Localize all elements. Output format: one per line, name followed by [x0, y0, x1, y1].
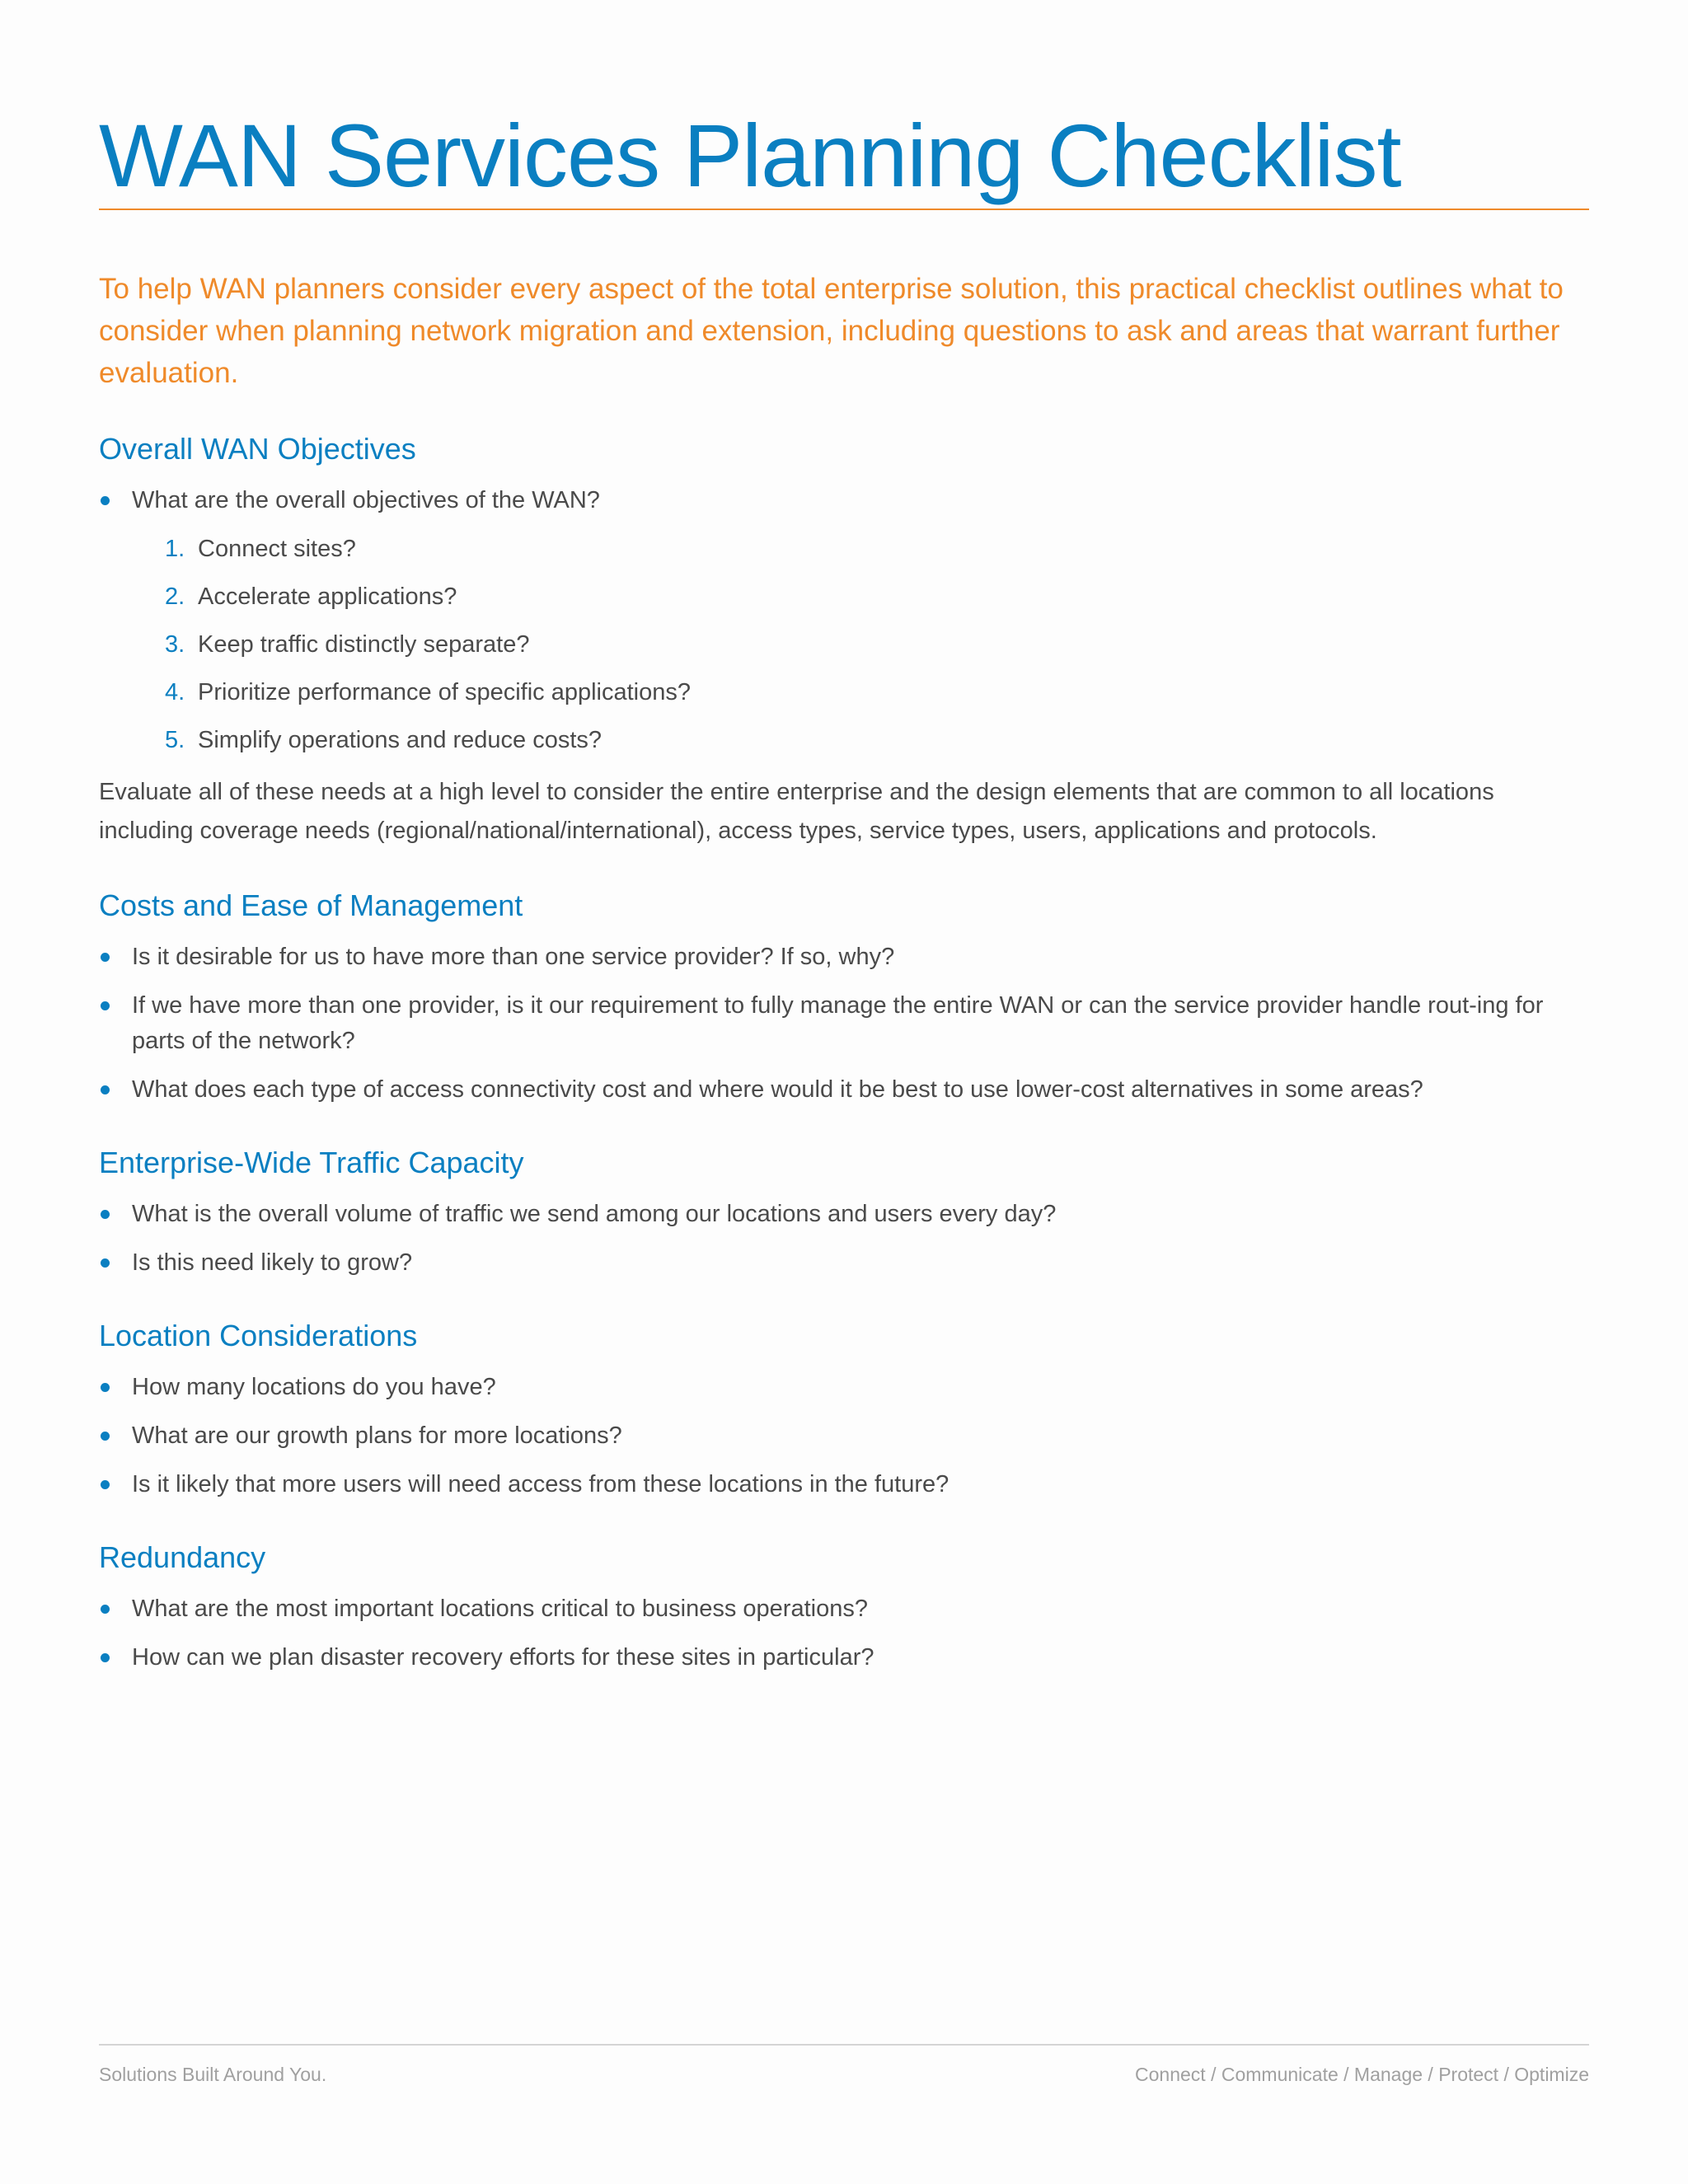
item-number: 1.: [165, 536, 185, 562]
checklist-content: [99, 429, 1589, 1710]
bullet-icon: [101, 1480, 110, 1489]
section-heading: Location Considerations: [99, 1319, 418, 1352]
bullet-list: [99, 940, 1589, 1108]
section-traffic-capacity: [99, 1142, 1589, 1281]
bullet-icon: [101, 1001, 110, 1010]
numbered-list: [165, 532, 1589, 758]
bullet-text: What does each type of access connectivity cost and where would it be best to use lower-cost alternatives in some areas?: [132, 1076, 1423, 1103]
bullet-text: If we have more than one provider, is it our requirement to fully manage the entire WAN or can the service provider handle rout-ing for parts of the network?: [132, 992, 1544, 1054]
bullet-text: How can we plan disaster recovery efforts for these sites in particular?: [132, 1644, 874, 1671]
numbered-item: [165, 675, 1589, 710]
bullet-text: What is the overall volume of traffic we send among our locations and users every day?: [132, 1201, 1057, 1227]
numbered-item: [165, 579, 1589, 615]
bullet-icon: [101, 496, 110, 505]
numbered-item: [165, 532, 1589, 567]
bullet-icon: [101, 953, 110, 962]
bullet-list: [99, 483, 1589, 518]
page-title: WAN Services Planning Checklist: [99, 105, 1401, 205]
numbered-text: Prioritize performance of specific applications?: [198, 679, 691, 705]
bullet-item: [99, 1197, 1589, 1232]
numbered-text: Accelerate applications?: [198, 583, 457, 610]
bullet-item: [99, 1072, 1589, 1108]
intro-paragraph: To help WAN planners consider every aspect of the total enterprise solution, this practical checklist outlines what to consider when planning network migration and extension, including questions to ask and areas that warrant further evaluation.: [99, 273, 1564, 389]
numbered-text: Keep traffic distinctly separate?: [198, 631, 530, 658]
numbered-text: Simplify operations and reduce costs?: [198, 727, 603, 753]
bullet-icon: [101, 1653, 110, 1662]
bullet-item: [99, 988, 1589, 1059]
bullet-item: [99, 483, 1589, 518]
bullet-icon: [101, 1383, 110, 1392]
bullet-text: How many locations do you have?: [132, 1374, 496, 1400]
bullet-item: [99, 1245, 1589, 1281]
bullet-item: [99, 1640, 1589, 1675]
section-overall-wan-objectives: [99, 429, 1589, 851]
document-page: [99, 0, 1589, 2184]
bullet-list: [99, 1591, 1589, 1675]
bullet-text: Is it likely that more users will need access from these locations in the future?: [132, 1471, 950, 1497]
bullet-icon: [101, 1605, 110, 1614]
item-number: 4.: [165, 679, 185, 705]
numbered-item: [165, 723, 1589, 758]
section-heading: Costs and Ease of Management: [99, 888, 523, 922]
footer-divider: [99, 2044, 1589, 2046]
bullet-list: [99, 1197, 1589, 1281]
bullet-item: [99, 1467, 1589, 1502]
bullet-icon: [101, 1085, 110, 1094]
numbered-text: Connect sites?: [198, 536, 356, 562]
title-divider: [99, 209, 1589, 210]
section-paragraph: Evaluate all of these needs at a high level to consider the entire enterprise and the design elements that are common to all locations including coverage needs (regional/national/international), access types, service types, users, applications and protocols.: [99, 779, 1494, 844]
bullet-text: What are our growth plans for more locations?: [132, 1422, 622, 1449]
bullet-icon: [101, 1258, 110, 1268]
section-redundancy: [99, 1537, 1589, 1675]
bullet-icon: [101, 1210, 110, 1219]
bullet-text: Is it desirable for us to have more than one service provider? If so, why?: [132, 944, 895, 970]
bullet-item: [99, 1370, 1589, 1405]
item-number: 2.: [165, 583, 185, 610]
item-number: 5.: [165, 727, 185, 753]
bullet-text: Is this need likely to grow?: [132, 1249, 413, 1276]
section-heading: Redundancy: [99, 1540, 266, 1574]
bullet-text: What are the overall objectives of the WAN?: [132, 487, 600, 513]
bullet-item: [99, 940, 1589, 975]
footer-tagline: Solutions Built Around You.: [99, 2064, 327, 2085]
section-heading: Overall WAN Objectives: [99, 432, 416, 466]
section-heading: Enterprise-Wide Traffic Capacity: [99, 1146, 524, 1179]
bullet-icon: [101, 1432, 110, 1441]
bullet-item: [99, 1591, 1589, 1627]
numbered-item: [165, 627, 1589, 663]
item-number: 3.: [165, 631, 185, 658]
bullet-text: What are the most important locations critical to business operations?: [132, 1596, 868, 1622]
section-location-considerations: [99, 1315, 1589, 1502]
bullet-list: [99, 1370, 1589, 1502]
section-costs-management: [99, 885, 1589, 1108]
footer-nav-text: Connect / Communicate / Manage / Protect / Optimize: [1135, 2064, 1589, 2085]
bullet-item: [99, 1418, 1589, 1454]
